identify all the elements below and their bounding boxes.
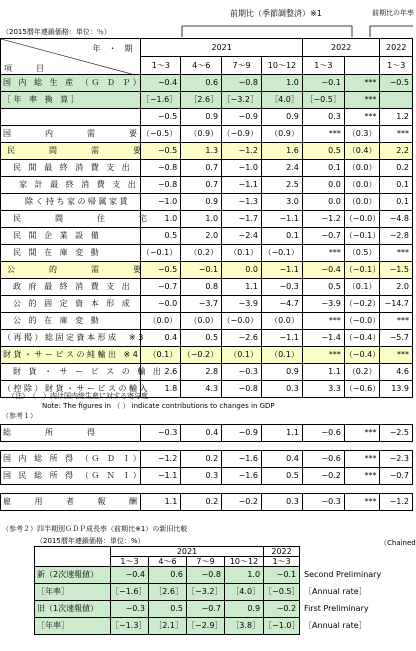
row-label: 国 内 総 生 産 （Ｇ Ｄ Ｐ）: [1, 75, 141, 92]
table-cell: 0.1: [261, 228, 302, 245]
table-cell: 13.9: [380, 381, 413, 398]
table-row: [1, 126, 413, 143]
row-label: 公 的 在 庫 変 動: [1, 313, 141, 330]
row-label: 家 計 最 終 消 費 支 出: [1, 177, 141, 194]
table-cell: （0.5）: [344, 245, 380, 262]
table-cell: 0.9: [225, 601, 264, 618]
table-row: [1, 468, 413, 485]
reference-2-title: （参考２）四半期別ＧＤＰ成長率（前期比※1）の新旧比較: [2, 525, 188, 533]
table-cell: 1.6: [261, 143, 302, 160]
table-cell: −0.6: [302, 451, 344, 468]
table-cell: −2.5: [380, 425, 413, 442]
table-cell: −2.6: [222, 330, 262, 347]
quarter-header: 10〜12: [261, 57, 302, 75]
table-cell: −1.1: [261, 330, 302, 347]
table-cell: −0.0: [141, 296, 181, 313]
table-cell: （−0.6）: [344, 381, 380, 398]
table-cell: （−0.4）: [344, 347, 380, 364]
table-cell: 0.8: [181, 279, 222, 296]
reference-2-body: [35, 567, 414, 635]
table-cell: 0.3: [302, 109, 344, 126]
table-cell: ［−3.2］: [222, 92, 262, 109]
table-cell: −1.2: [222, 143, 262, 160]
ref2-year-2021: 2021: [111, 547, 264, 557]
quarter-header: 4〜6: [181, 57, 222, 75]
quarter-header: 7〜9: [222, 57, 262, 75]
table-cell: −2.8: [380, 228, 413, 245]
quarter-header: 1〜3: [302, 57, 344, 75]
note-english: Note: The figures in （ ） indicate contributions to changes in GDP: [42, 402, 275, 410]
table-cell: （−0.0）: [222, 313, 262, 330]
table-cell: −1.7: [222, 211, 262, 228]
table-cell: −0.1: [302, 75, 344, 92]
table-cell: （−0.0）: [344, 211, 380, 228]
table-row: [1, 330, 413, 347]
table-cell: （−0.1）: [344, 228, 380, 245]
table-cell: −0.4: [111, 567, 149, 584]
table-cell: 2.8: [181, 364, 222, 381]
table-cell: （0.3）: [344, 126, 380, 143]
row-label: 民 間 需 要: [1, 143, 141, 160]
table-cell: ***: [344, 425, 380, 442]
table-cell: ***: [380, 126, 413, 143]
row-description: Second Preliminary: [300, 567, 414, 584]
units-label: （2015暦年連鎖価格：単位：％）: [2, 28, 111, 36]
table-cell: ［4.0］: [225, 584, 264, 601]
table-row: [1, 75, 413, 92]
table-cell: （0.1）: [344, 279, 380, 296]
table-cell: −1.3: [222, 194, 262, 211]
row-label: ［年率］: [35, 584, 111, 601]
table-cell: 1.8: [141, 381, 181, 398]
header-year-period: 年 ・ 期: [92, 44, 133, 53]
header-bracket: [180, 20, 413, 38]
table-row: [1, 451, 413, 468]
reference-2-table: [34, 546, 414, 635]
row-label: （再掲）総固定資本形成 ※3: [1, 330, 141, 347]
table-cell: 1.0: [141, 211, 181, 228]
table-cell: −3.9: [302, 296, 344, 313]
table-cell: 0.3: [181, 468, 222, 485]
reference-2-units: （2015暦年連鎖価格：単位：%）: [36, 537, 145, 545]
table-cell: （0.1）: [261, 347, 302, 364]
table-cell: 0.9: [261, 109, 302, 126]
row-label: 財 貨 ・ サ ー ビ ス の 輸 出: [1, 364, 141, 381]
table-cell: 0.5: [302, 143, 344, 160]
table-cell: 0.5: [181, 330, 222, 347]
table-cell: −3.9: [222, 296, 262, 313]
table-cell: −0.4: [302, 262, 344, 279]
table-cell: 0.6: [149, 567, 187, 584]
table-cell: 1.3: [181, 143, 222, 160]
ref2-quarter: 7〜9: [187, 557, 225, 567]
table-cell: −0.7: [187, 601, 225, 618]
table-row: [1, 364, 413, 381]
table-cell: −0.3: [222, 364, 262, 381]
table-row: [1, 262, 413, 279]
table-cell: −1.5: [380, 262, 413, 279]
table-cell: [380, 92, 413, 109]
table-cell: 0.2: [181, 494, 222, 511]
table-cell: （−0.1）: [141, 245, 181, 262]
ref2-quarter: 10〜12: [225, 557, 264, 567]
table-row: [1, 194, 413, 211]
table-cell: 1.0: [261, 75, 302, 92]
table-cell: 3.3: [302, 381, 344, 398]
table-cell: −0.3: [302, 494, 344, 511]
table-cell: （0.0）: [344, 194, 380, 211]
table-cell: −0.3: [111, 601, 149, 618]
table-cell: −0.7: [380, 468, 413, 485]
table-cell: −0.2: [302, 468, 344, 485]
table-cell: ［2.1］: [149, 618, 187, 635]
table-cell: −1.2: [380, 494, 413, 511]
table-cell: −0.6: [302, 425, 344, 442]
row-label: 公 的 需 要: [1, 262, 141, 279]
table-cell: −0.9: [222, 109, 262, 126]
table-row: [1, 143, 413, 160]
table-row: [1, 425, 413, 442]
table-cell: （−0.5）: [141, 126, 181, 143]
table-cell: 2.4: [261, 160, 302, 177]
table-cell: −1.0: [222, 160, 262, 177]
table-cell: −0.2: [222, 494, 262, 511]
table-cell: ［−1.3］: [111, 618, 149, 635]
table-cell: −0.8: [141, 160, 181, 177]
table-cell: 1.1: [141, 494, 181, 511]
qoq-note: 前期比（季節調整済）※1: [230, 9, 322, 18]
main-table: [0, 38, 413, 398]
table-row: [1, 296, 413, 313]
row-label: 政 府 最 終 消 費 支 出: [1, 279, 141, 296]
table-row: [1, 245, 413, 262]
row-label: 財貨・サービスの純輸出 ※4: [1, 347, 141, 364]
table-cell: ***: [344, 92, 380, 109]
table-cell: ***: [302, 313, 344, 330]
table-cell: 2.5: [261, 177, 302, 194]
table-cell: ***: [344, 451, 380, 468]
table-cell: ［2.6］: [181, 92, 222, 109]
table-cell: 0.9: [181, 194, 222, 211]
table-cell: −0.1: [181, 262, 222, 279]
table-cell: ［3.8］: [225, 618, 264, 635]
table-cell: ***: [344, 468, 380, 485]
table-cell: −1.1: [141, 468, 181, 485]
table-row: [1, 92, 413, 109]
table-cell: −1.2: [302, 211, 344, 228]
quarter-header: 1〜3: [380, 57, 413, 75]
table-cell: （−0.2）: [344, 296, 380, 313]
table-cell: 0.0: [302, 177, 344, 194]
table-cell: （0.9）: [181, 126, 222, 143]
qoq-note-right: 前期比の年率: [372, 9, 414, 17]
table-cell: −0.5: [141, 143, 181, 160]
table-cell: 2.6: [141, 364, 181, 381]
table-cell: 1.2: [380, 109, 413, 126]
table-cell: ［−1.6］: [111, 584, 149, 601]
table-row: [35, 601, 414, 618]
table-cell: 1.1: [262, 425, 303, 442]
quarter-header: [344, 57, 380, 75]
table-row: [1, 494, 413, 511]
table-cell: ［−3.2］: [187, 584, 225, 601]
table-cell: ［−0.5］: [302, 92, 344, 109]
reference-1-body: [1, 425, 413, 511]
table-cell: 2.0: [181, 228, 222, 245]
ref2-quarter: 1〜3: [111, 557, 149, 567]
table-cell: ***: [380, 245, 413, 262]
table-cell: −0.5: [380, 75, 413, 92]
table-cell: 1.1: [222, 279, 262, 296]
table-cell: −0.9: [222, 425, 262, 442]
table-row: [35, 567, 414, 584]
table-cell: ［4.0］: [261, 92, 302, 109]
table-cell: −0.3: [141, 425, 181, 442]
table-cell: ［−1.6］: [141, 92, 181, 109]
table-cell: −2.3: [380, 451, 413, 468]
table-cell: −0.8: [141, 177, 181, 194]
table-row: [1, 313, 413, 330]
table-cell: （0.4）: [344, 143, 380, 160]
row-description: ［Annual rate］: [300, 584, 414, 601]
table-cell: −0.5: [141, 109, 181, 126]
ref2-quarter: 1〜3: [264, 557, 300, 567]
reference-1-table: [0, 424, 413, 511]
table-cell: −1.4: [302, 330, 344, 347]
table-cell: 2.0: [380, 279, 413, 296]
row-label: 国 民 総 所 得 （Ｇ Ｎ Ｉ）: [1, 468, 141, 485]
table-row: [1, 279, 413, 296]
table-cell: 0.5: [262, 468, 303, 485]
table-cell: ***: [302, 347, 344, 364]
table-cell: 0.4: [141, 330, 181, 347]
table-cell: −0.5: [141, 262, 181, 279]
table-cell: ***: [344, 494, 380, 511]
table-cell: ***: [380, 313, 413, 330]
table-row: [1, 109, 413, 126]
table-cell: 3.0: [261, 194, 302, 211]
table-cell: （0.0）: [181, 313, 222, 330]
table-cell: 4.6: [380, 364, 413, 381]
table-cell: −0.1: [264, 567, 300, 584]
row-label: （控除）財貨・サービスの輸入: [1, 381, 141, 398]
table-row: [1, 177, 413, 194]
table-cell: −0.7: [141, 279, 181, 296]
table-cell: −3.7: [181, 296, 222, 313]
table-cell: −1.0: [141, 194, 181, 211]
table-cell: 0.2: [181, 451, 222, 468]
row-label: 旧（1次速報値）: [35, 601, 111, 618]
main-table-body: [1, 75, 413, 398]
note-contribution: （注） （ ）内は国内総生産に対する寄与度: [8, 392, 148, 400]
table-cell: ［2.6］: [149, 584, 187, 601]
table-cell: 0.3: [262, 494, 303, 511]
table-cell: （0.1）: [141, 347, 181, 364]
table-cell: （0.1）: [222, 347, 262, 364]
table-cell: 1.1: [302, 364, 344, 381]
row-label: 除く持ち家の帰属家賃: [1, 194, 141, 211]
table-cell: −1.1: [261, 262, 302, 279]
row-label: 総 所 得: [1, 425, 141, 442]
table-cell: −1.6: [222, 451, 262, 468]
table-cell: 0.3: [261, 381, 302, 398]
table-cell: 0.7: [181, 160, 222, 177]
table-cell: 0.4: [262, 451, 303, 468]
table-row: [1, 347, 413, 364]
table-cell: 0.1: [302, 160, 344, 177]
row-description: First Preliminary: [300, 601, 414, 618]
table-cell: 0.0: [302, 194, 344, 211]
table-cell: 4.3: [181, 381, 222, 398]
table-cell: 0.5: [149, 601, 187, 618]
table-cell: 0.0: [222, 262, 262, 279]
row-label: 新（2次速報値）: [35, 567, 111, 584]
table-cell: −0.8: [187, 567, 225, 584]
year-2022: 2022: [302, 39, 380, 57]
table-cell: −0.4: [141, 75, 181, 92]
table-cell: −1.1: [261, 211, 302, 228]
table-cell: 1.0: [225, 567, 264, 584]
row-label: 民 間 最 終 消 費 支 出: [1, 160, 141, 177]
table-cell: ［−2.9］: [187, 618, 225, 635]
year-2021: 2021: [141, 39, 302, 57]
row-label: 民 間 住 宅: [1, 211, 141, 228]
table-cell: ***: [302, 126, 344, 143]
table-cell: 0.1: [380, 177, 413, 194]
table-cell: −4.7: [261, 296, 302, 313]
table-cell: ***: [344, 75, 380, 92]
table-row: [35, 584, 414, 601]
table-cell: （0.0）: [344, 177, 380, 194]
row-description: ［Annual rate］: [300, 618, 414, 635]
quarter-header: 1〜3: [141, 57, 181, 75]
table-cell: （−0.0）: [344, 313, 380, 330]
row-label: 国 内 総 所 得 （Ｇ Ｄ Ｉ）: [1, 451, 141, 468]
row-label: 民 間 企 業 設 備: [1, 228, 141, 245]
row-label: 公 的 固 定 資 本 形 成: [1, 296, 141, 313]
table-cell: −5.7: [380, 330, 413, 347]
table-cell: （−0.4）: [344, 330, 380, 347]
ref2-corner: [35, 547, 111, 567]
table-cell: 0.5: [141, 228, 181, 245]
table-cell: （0.0）: [344, 160, 380, 177]
table-cell: 0.5: [302, 279, 344, 296]
table-cell: −1.1: [222, 177, 262, 194]
table-cell: 0.2: [380, 160, 413, 177]
table-cell: ***: [380, 347, 413, 364]
reference-1-title: （参考１）: [2, 412, 37, 420]
row-label: 雇 用 者 報 酬: [1, 494, 141, 511]
header-item: 項 目: [4, 64, 44, 73]
table-cell: （−0.9）: [222, 126, 262, 143]
table-cell: （−0.1）: [261, 245, 302, 262]
table-cell: −0.3: [261, 279, 302, 296]
table-cell: −1.6: [222, 468, 262, 485]
table-cell: −14.7: [380, 296, 413, 313]
table-cell: （−0.1）: [344, 262, 380, 279]
table-cell: （0.1）: [222, 245, 262, 262]
table-cell: （0.0）: [141, 313, 181, 330]
table-row: [35, 618, 414, 635]
table-row: [1, 160, 413, 177]
table-cell: （0.0）: [261, 313, 302, 330]
table-cell: −4.8: [380, 211, 413, 228]
table-cell: 0.4: [181, 425, 222, 442]
table-cell: −2.4: [222, 228, 262, 245]
table-cell: 0.7: [181, 177, 222, 194]
table-cell: （0.2）: [181, 245, 222, 262]
table-cell: 0.9: [181, 109, 222, 126]
row-label: 民 間 在 庫 変 動: [1, 245, 141, 262]
row-label: ［年 率 換 算］: [1, 92, 141, 109]
table-cell: ***: [344, 109, 380, 126]
table-cell: ［−0.5］: [264, 584, 300, 601]
row-label: [1, 109, 141, 126]
table-cell: −0.8: [222, 381, 262, 398]
header-corner: [1, 39, 141, 75]
table-cell: 1.0: [181, 211, 222, 228]
table-row: [1, 211, 413, 228]
table-cell: （0.2）: [344, 364, 380, 381]
table-cell: 2.2: [380, 143, 413, 160]
chained-label: （Chained: [380, 539, 416, 547]
row-label: ［年率］: [35, 618, 111, 635]
table-cell: 0.9: [261, 364, 302, 381]
table-cell: −1.2: [141, 451, 181, 468]
table-cell: 0.6: [181, 75, 222, 92]
table-row: [1, 228, 413, 245]
table-cell: −0.8: [222, 75, 262, 92]
table-cell: 0.1: [380, 194, 413, 211]
ref2-quarter: 4〜6: [149, 557, 187, 567]
table-cell: ***: [302, 245, 344, 262]
year-2022-annual: 2022: [380, 39, 413, 57]
ref2-year-2022: 2022: [264, 547, 300, 557]
row-label: 国 内 需 要: [1, 126, 141, 143]
table-cell: −0.2: [264, 601, 300, 618]
table-cell: ［−1.0］: [264, 618, 300, 635]
table-cell: −0.7: [302, 228, 344, 245]
table-cell: （0.9）: [261, 126, 302, 143]
table-cell: （−0.2）: [181, 347, 222, 364]
